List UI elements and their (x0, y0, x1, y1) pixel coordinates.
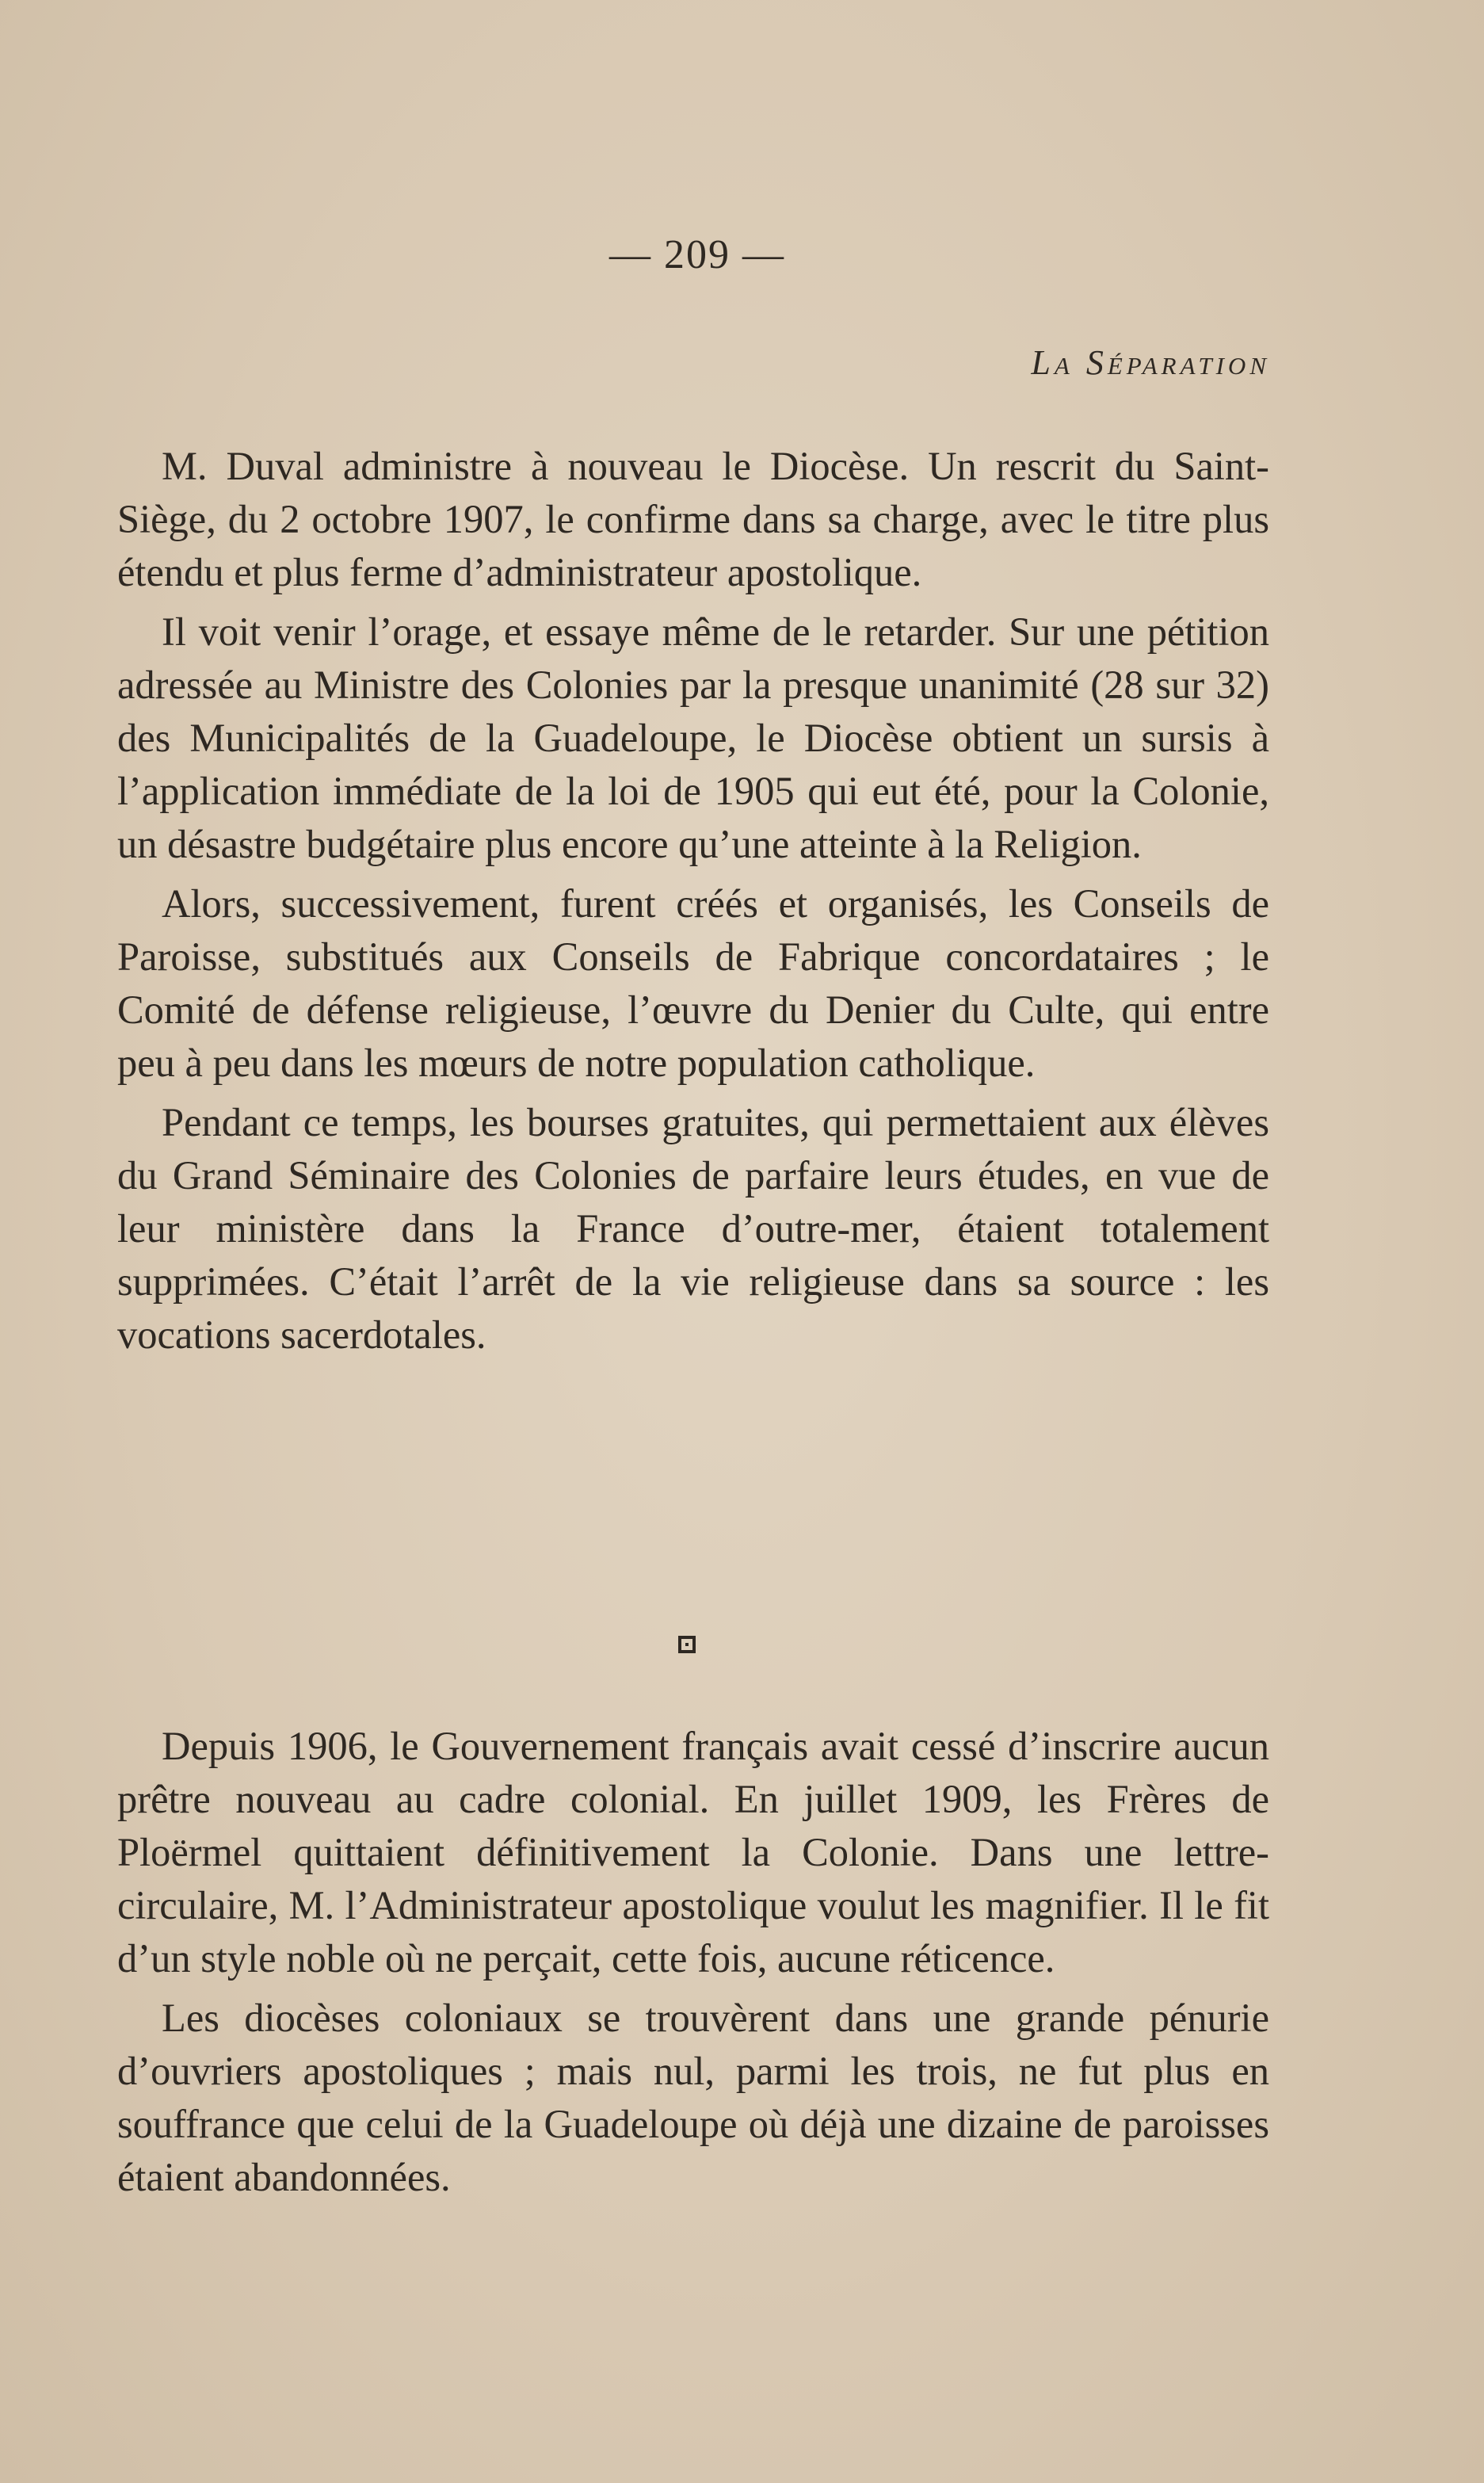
paragraph: M. Duval administre à nouveau le Diocèse. Un rescrit du Saint-Siège, du 2 octobre 1907, le confirme dans sa charge, avec le titre plus étendu et plus ferme d’administrateur apostolique. (117, 444, 1269, 594)
paragraph: Depuis 1906, le Gouvernement français avait cessé d’inscrire aucun prêtre nouveau au cadre colonial. En juillet 1909, les Frères de Ploërmel quittaient définitivement la Colonie. Dans une lettre-circulaire, M. l’Administrateur apostolique voulut les magnifier. Il le fit d’un style noble où ne perçait, cette fois, aucune réticence. (117, 1724, 1269, 1981)
text-section-1 (117, 440, 1269, 1368)
running-title: La Séparation (1031, 343, 1270, 382)
text-section-2 (117, 1720, 1269, 2210)
square-dot-ornament-icon (678, 1636, 696, 1653)
paragraph: Alors, successivement, furent créés et organisés, les Conseils de Paroisse, substitués aux Conseils de Fabrique concordataires ; le Comité de défense religieuse, l’œuvre du Denier du Culte, qui entre peu à peu dans les mœurs de notre population catholique. (117, 881, 1269, 1085)
paragraph: Pendant ce temps, les bourses gratuites, qui permettaient aux élèves du Grand Séminaire des Colonies de parfaire leurs études, en vue de leur ministère dans la France d’outre-mer, étaient totalement supprimées. C’était l’arrêt de la vie religieuse dans sa source : les vocations sacerdotales. (117, 1100, 1269, 1357)
paragraph: Il voit venir l’orage, et essaye même de le retarder. Sur une pétition adressée au Ministre des Colonies par la presque unanimité (28 sur 32) des Municipalités de la Guadeloupe, le Diocèse obtient un sursis à l’application immédiate de la loi de 1905 qui eut été, pour la Colonie, un désastre budgétaire plus encore qu’une atteinte à la Religion. (117, 609, 1269, 866)
page-number: — 209 — (609, 232, 785, 277)
paragraph: Les diocèses coloniaux se trouvèrent dans une grande pénurie d’ouvriers apostoliques ; mais nul, parmi les trois, ne fut plus en souffrance que celui de la Guadeloupe où déjà une dizaine de paroisses étaient abandonnées. (117, 1996, 1269, 2199)
